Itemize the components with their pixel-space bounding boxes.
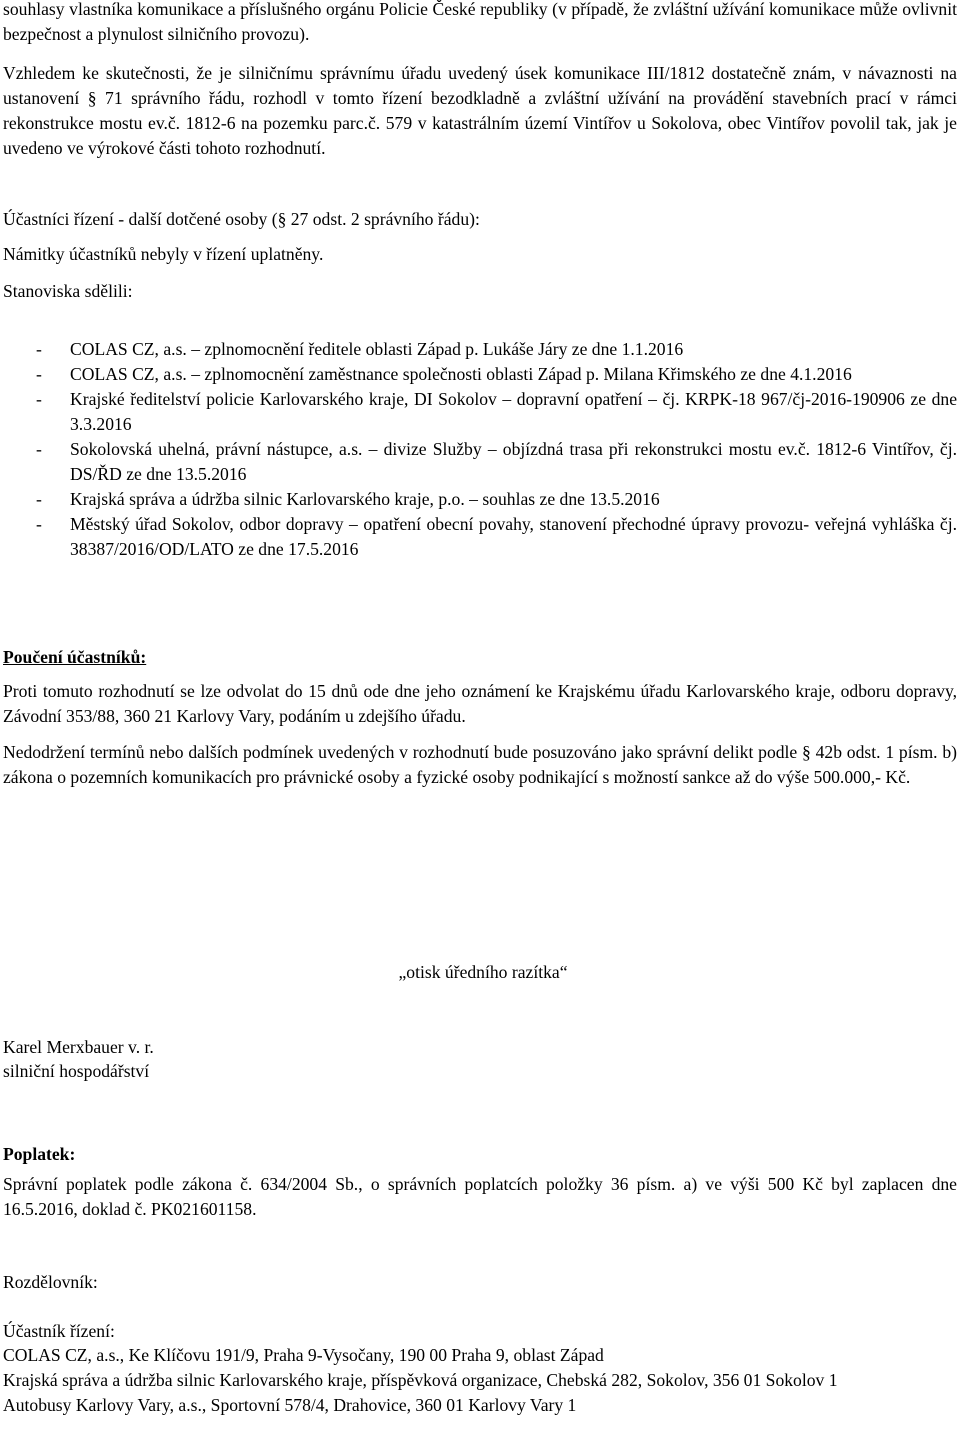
statement-item <box>3 487 957 512</box>
signature-name: Karel Merxbauer v. r. <box>3 1037 154 1057</box>
objections-note: Námitky účastníků nebyly v řízení uplatněny. <box>3 244 324 264</box>
statement-text: Krajská správa a údržba silnic Karlovarského kraje, p.o. – souhlas ze dne 13.5.2016 <box>70 489 660 509</box>
statement-item <box>3 437 957 487</box>
statement-item <box>3 512 957 562</box>
statement-text: Městský úřad Sokolov, odbor dopravy – opatření obecní povahy, stanovení přechodné úpravy provozu- veřejná vyhláška čj. 38387/2016/OD/LATO ze dne 17.5.2016 <box>70 514 957 559</box>
instruction-penalty-paragraph: Nedodržení termínů nebo dalších podmínek uvedených v rozhodnutí bude posuzováno jako správní delikt podle § 42b odst. 1 písm. b) zákona o pozemních komunikacích pro právnické osoby a fyzické osoby podnikající s možností sankce až do výše 500.000,- Kč. <box>3 742 957 787</box>
statement-text: Sokolovská uhelná, právní nástupce, a.s. – divize Služby – objízdná trasa při rekonstrukci mostu ev.č. 1812-6 Vintířov, čj. DS/ŘD ze dne 13.5.2016 <box>70 439 957 484</box>
statement-text: COLAS CZ, a.s. – zplnomocnění zaměstnance společnosti oblasti Západ p. Milana Křimského ze dne 4.1.2016 <box>70 364 852 384</box>
list-dash: - <box>36 364 42 384</box>
list-dash: - <box>36 514 42 534</box>
distribution-line: Autobusy Karlovy Vary, a.s., Sportovní 578/4, Drahovice, 360 01 Karlovy Vary 1 <box>3 1395 577 1415</box>
signature-title: silniční hospodářství <box>3 1061 150 1081</box>
intro-paragraph-consents: souhlasy vlastníka komunikace a příslušného orgánu Policie České republiky (v případě, že zvláštní užívání komunikace může ovlivnit bezpečnost a plynulost silničního provozu). <box>3 0 957 44</box>
fee-text: Správní poplatek podle zákona č. 634/2004 Sb., o správních poplatcích položky 36 písm. a) ve výši 500 Kč byl zaplacen dne 16.5.2016, doklad č. PK021601158. <box>3 1174 957 1219</box>
statements-heading: Stanoviska sdělili: <box>3 281 133 301</box>
distribution-list <box>3 1343 957 1418</box>
distribution-participant-heading: Účastník řízení: <box>3 1321 115 1341</box>
distribution-line: COLAS CZ, a.s., Ke Klíčovu 191/9, Praha 9-Vysočany, 190 00 Praha 9, oblast Západ <box>3 1345 604 1365</box>
statement-item <box>3 362 957 387</box>
statement-text: COLAS CZ, a.s. – zplnomocnění ředitele oblasti Západ p. Lukáše Járy ze dne 1.1.2016 <box>70 339 684 359</box>
stamp-placeholder: „otisk úředního razítka“ <box>398 962 568 982</box>
statement-text: Krajské ředitelství policie Karlovarského kraje, DI Sokolov – dopravní opatření – čj. KRPK-18 967/čj-2016-190906 ze dne 3.3.2016 <box>70 389 957 434</box>
intro-paragraph-decision: Vzhledem ke skutečnosti, že je silničnímu správnímu úřadu uvedený úsek komunikace III/1812 dostatečně znám, v návaznosti na ustanovení § 71 správního řádu, rozhodl v tomto řízení bezodkladně a zvláštní užívání na provádění stavebních prací v rámci rekonstrukce mostu ev.č. 1812-6 na pozemku parc.č. 579 v katastrálním území Vintířov u Sokolova, obec Vintířov povolil tak, jak je uvedeno ve výrokové části tohoto rozhodnutí. <box>3 63 957 158</box>
participants-heading: Účastníci řízení - další dotčené osoby (§ 27 odst. 2 správního řádu): <box>3 209 480 229</box>
distribution-heading: Rozdělovník: <box>3 1272 98 1292</box>
distribution-line: Krajská správa a údržba silnic Karlovarského kraje, příspěvková organizace, Chebská 282, Sokolov, 356 01 Sokolov 1 <box>3 1370 838 1390</box>
list-dash: - <box>36 339 42 359</box>
instruction-appeal-paragraph: Proti tomuto rozhodnutí se lze odvolat do 15 dnů ode dne jeho oznámení ke Krajskému úřadu Karlovarského kraje, odboru dopravy, Závodní 353/88, 360 21 Karlovy Vary, podáním u zdejšího úřadu. <box>3 681 957 726</box>
list-dash: - <box>36 489 42 509</box>
statement-item <box>3 337 957 362</box>
fee-heading: Poplatek: <box>3 1144 76 1164</box>
list-dash: - <box>36 389 42 409</box>
statement-item <box>3 387 957 437</box>
instruction-heading: Poučení účastníků: <box>3 647 147 667</box>
statements-list <box>3 337 957 562</box>
list-dash: - <box>36 439 42 459</box>
